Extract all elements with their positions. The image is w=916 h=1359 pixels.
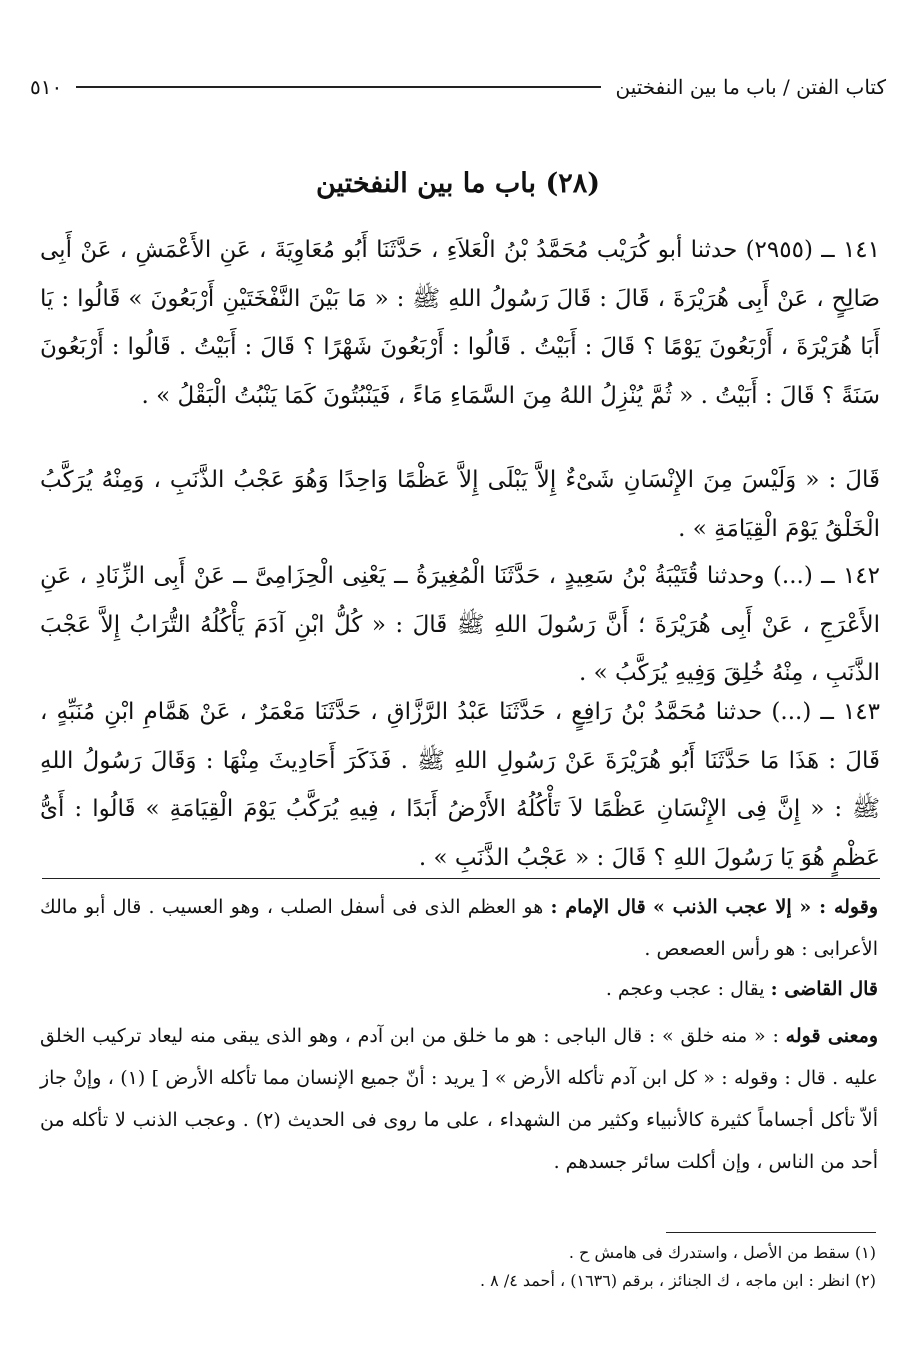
hadith-text: ١٤٣ ــ (...) حدثنا مُحَمَّدُ بْنُ رَافِعٍ ، حَدَّثَنَا عَبْدُ الرَّزَّاقِ ، حَدَّثَنَا مَعْمَرٌ ، عَنْ هَمَّامِ ابْنِ مُنَبِّهٍ ، قَالَ : هَذَا مَا حَدَّثَنَا أَبُو هُرَيْرَةَ عَنْ رَسُولِ اللهِ ﷺ . فَذَكَرَ أَحَادِيثَ مِنْهَا : وَقَالَ رَسُولُ اللهِ ﷺ : « إِنَّ فِى الإِنْسَانِ عَظْمًا لاَ تَأْكُلُهُ الأَرْضُ أَبَدًا ، فِيهِ يُرَكَّبُ يَوْمَ الْقِيَامَةِ » قَالُوا : أَىُّ عَظْمٍ هُوَ يَا رَسُولَ اللهِ ؟ قَالَ : « عَجْبُ الذَّنَبِ » . [40, 699, 880, 871]
running-header [30, 70, 886, 104]
commentary-paragraph-2 [40, 968, 878, 1010]
header-rule [76, 86, 601, 88]
running-title: كتاب الفتن / باب ما بين النفختين [615, 75, 886, 99]
commentary-separator [42, 878, 880, 879]
commentary-paragraph-1 [40, 886, 878, 970]
hadith-142 [40, 552, 880, 698]
commentary-text: : « منه خلق » : قال الباجى : هو ما خلق من ابن آدم ، وهو الذى يبقى منه ليعاد تركيب الخلق عليه . قال : وقوله : « كل ابن آدم تأكله الأرض » [ يريد : أنّ جميع الإنسان مما تأكله الأرض ] (١) ، وإنْ جاز ألاّ تأكل أجساماً كثيرة كالأنبياء وكثير من الشهداء ، على ما روى فى الحديث (٢) . وعجب الذنب لا تأكله من أحد من الناس ، وإن أكلت سائر جسدهم . [40, 1025, 878, 1173]
footnote-separator [666, 1232, 876, 1233]
hadith-text: ١٤١ ــ (٢٩٥٥) حدثنا أبو كُرَيْب مُحَمَّدُ بْنُ الْعَلاَءِ ، حَدَّثَنَا أَبُو مُعَاوِيَةَ ، عَنِ الأَعْمَشِ ، عَنْ أَبِى صَالِحٍ ، عَنْ أَبِى هُرَيْرَةَ ، قَالَ : قَالَ رَسُولُ اللهِ ﷺ : « مَا بَيْنَ النَّفْخَتَيْنِ أَرْبَعُونَ » قَالُوا : يَا أَبَا هُرَيْرَةَ ، أَرْبَعُونَ يَوْمًا ؟ قَالَ : أَبَيْتُ . قَالُوا : أَرْبَعُونَ شَهْرًا ؟ قَالَ : أَبَيْتُ . قَالُوا : أَرْبَعُونَ سَنَةً ؟ قَالَ : أَبَيْتُ . « ثُمَّ يُنْزِلُ اللهُ مِنَ السَّمَاءِ مَاءً ، فَيَنْبُتُونَ كَمَا يَنْبُتُ الْبَقْلُ » . [40, 237, 880, 409]
footnote-2: (٢) انظر : ابن ماجه ، ك الجنائز ، برقم (١٦٣٦) ، أحمد ٤/ ٨ . [479, 1271, 876, 1290]
commentary-text: هو العظم الذى فى أسفل الصلب ، وهو العسيب . قال أبو مالك الأعرابى : هو رأس العصعص . [40, 896, 878, 960]
commentary-paragraph-3 [40, 1015, 878, 1183]
commentary-label: قال القاضى : [770, 978, 878, 1000]
hadith-text: ١٤٢ ــ (...) وحدثنا قُتَيْبَةُ بْنُ سَعِيدٍ ، حَدَّثَنَا الْمُغِيرَةُ ــ يَعْنِى الْحِزَامِىَّ ــ عَنْ أَبِى الزِّنَادِ ، عَنِ الأَعْرَجِ ، عَنْ أَبِى هُرَيْرَةَ ؛ أَنَّ رَسُولَ اللهِ ﷺ قَالَ : « كُلُّ ابْنِ آدَمَ يَأْكُلُهُ التُّرَابُ إِلاَّ عَجْبَ الذَّنَبِ ، مِنْهُ خُلِقَ وَفِيهِ يُرَكَّبُ » . [40, 563, 880, 686]
hadith-143 [40, 688, 880, 882]
commentary-text: يقال : عجب وعجم . [605, 978, 765, 1000]
page-number: ٥١٠ [30, 75, 63, 99]
commentary-label: ومعنى قوله [785, 1025, 878, 1047]
commentary-label: قال الإمام : [550, 896, 646, 918]
chapter-title: (٢٨) باب ما بين النفختين [315, 168, 601, 199]
footnote-1: (١) سقط من الأصل ، واستدرك فى هامش ح . [568, 1243, 876, 1262]
hadith-text: قَالَ : « وَلَيْسَ مِنَ الإِنْسَانِ شَىْءٌ إِلاَّ يَبْلَى إِلاَّ عَظْمًا وَاحِدًا وَهُوَ عَجْبُ الذَّنَبِ ، وَمِنْهُ يُرَكَّبُ الْخَلْقُ يَوْمَ الْقِيَامَةِ » . [40, 467, 880, 542]
hadith-141-continuation [40, 456, 880, 553]
commentary-lead: وقوله : « إلا عجب الذنب » [652, 896, 878, 918]
hadith-141 [40, 226, 880, 420]
